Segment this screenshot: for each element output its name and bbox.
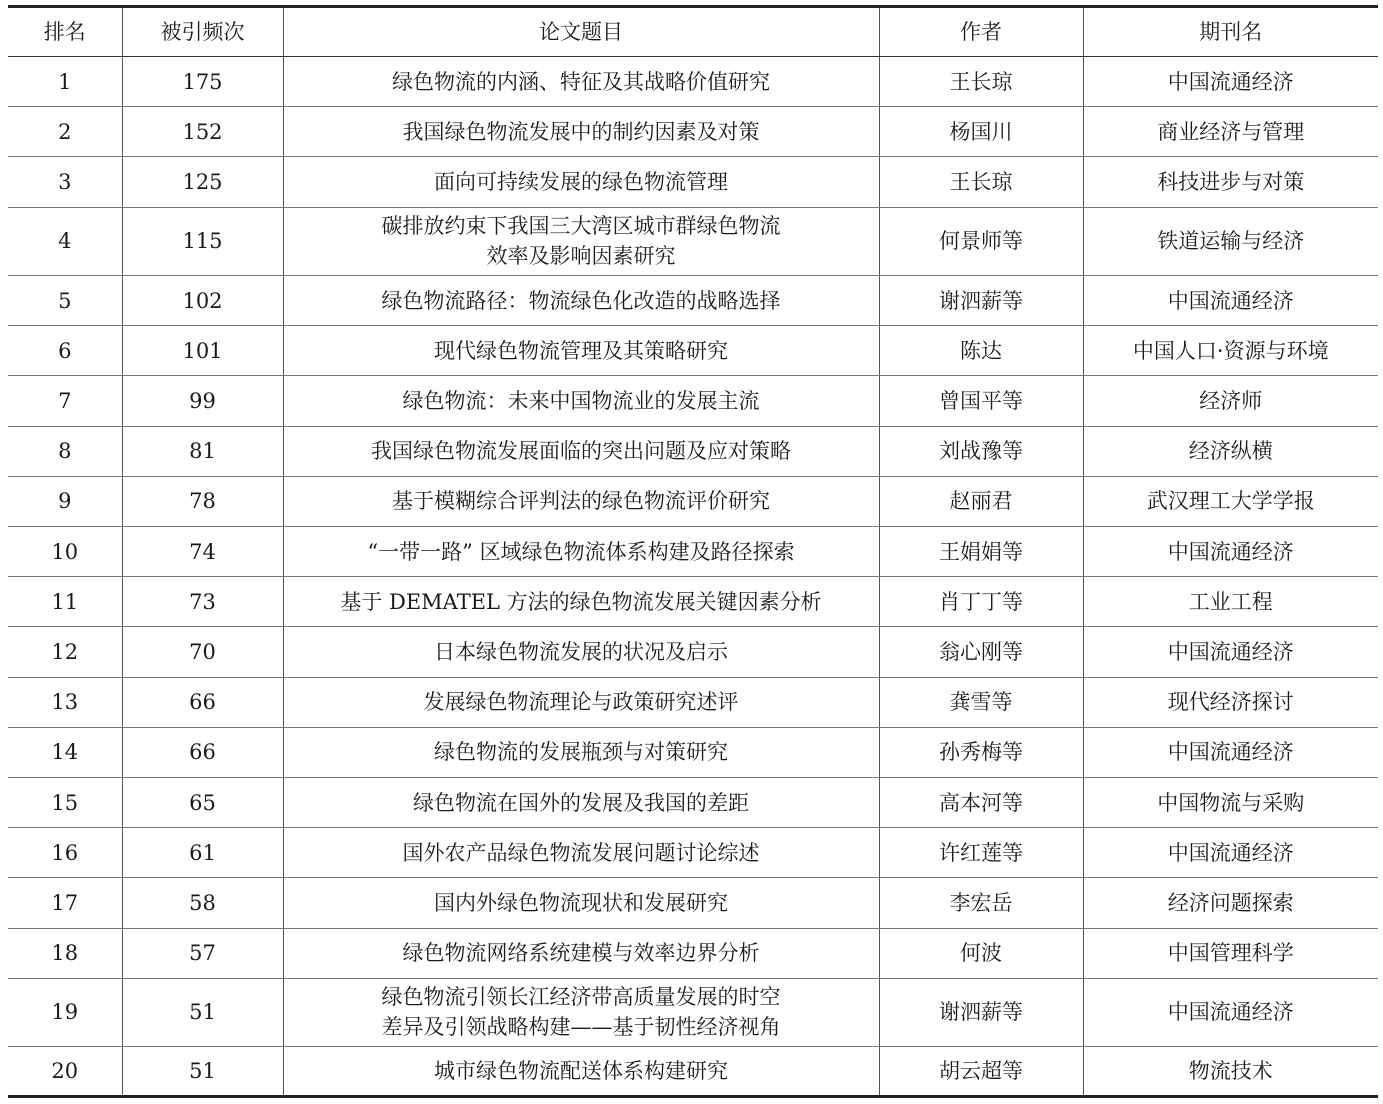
citation-count-cell: 99 xyxy=(122,376,283,426)
journal-cell: 武汉理工大学学报 xyxy=(1083,476,1378,526)
table-row xyxy=(8,627,1378,677)
journal-cell: 中国管理科学 xyxy=(1083,928,1378,978)
citation-ranking-table xyxy=(8,5,1378,1098)
citation-count-cell: 61 xyxy=(122,828,283,878)
rank-cell: 16 xyxy=(8,828,122,878)
rank-cell: 8 xyxy=(8,426,122,476)
citation-count-cell: 65 xyxy=(122,777,283,827)
paper-title-cell xyxy=(283,376,879,426)
rank-cell: 19 xyxy=(8,978,122,1047)
table-row xyxy=(8,677,1378,727)
paper-title-line: 绿色物流网络系统建模与效率边界分析 xyxy=(402,941,760,966)
citation-count-cell: 78 xyxy=(122,476,283,526)
citation-count-cell: 57 xyxy=(122,928,283,978)
journal-cell: 中国流通经济 xyxy=(1083,828,1378,878)
paper-title-line: 绿色物流路径：物流绿色化改造的战略选择 xyxy=(381,288,781,313)
citation-count-cell: 115 xyxy=(122,207,283,276)
citation-count-cell: 74 xyxy=(122,527,283,577)
journal-cell: 现代经济探讨 xyxy=(1083,677,1378,727)
journal-cell: 科技进步与对策 xyxy=(1083,157,1378,207)
citation-count-cell: 101 xyxy=(122,326,283,376)
paper-title-cell xyxy=(283,276,879,326)
author-cell: 肖丁丁等 xyxy=(879,577,1083,627)
paper-title-cell xyxy=(283,426,879,476)
rank-cell: 5 xyxy=(8,276,122,326)
journal-cell: 工业工程 xyxy=(1083,577,1378,627)
table-header-row xyxy=(8,7,1378,57)
rank-cell: 11 xyxy=(8,577,122,627)
author-cell: 谢泗薪等 xyxy=(879,978,1083,1047)
journal-cell: 中国流通经济 xyxy=(1083,276,1378,326)
table-body xyxy=(8,57,1378,1097)
paper-title-cell xyxy=(283,1047,879,1097)
author-cell: 高本河等 xyxy=(879,777,1083,827)
rank-cell: 10 xyxy=(8,527,122,577)
paper-title-line: 绿色物流的发展瓶颈与对策研究 xyxy=(434,740,728,765)
paper-title-line: 差异及引领战略构建——基于韧性经济视角 xyxy=(381,1015,781,1040)
citation-count-cell: 73 xyxy=(122,577,283,627)
table-row xyxy=(8,157,1378,207)
table-row xyxy=(8,426,1378,476)
table-row xyxy=(8,207,1378,276)
paper-title-cell xyxy=(283,677,879,727)
journal-cell: 中国流通经济 xyxy=(1083,978,1378,1047)
paper-title-cell xyxy=(283,777,879,827)
paper-title-line: 发展绿色物流理论与政策研究述评 xyxy=(423,690,739,715)
table-row xyxy=(8,276,1378,326)
paper-title-cell xyxy=(283,978,879,1047)
author-cell: 王长琼 xyxy=(879,57,1083,107)
paper-title-cell xyxy=(283,107,879,157)
table-row xyxy=(8,476,1378,526)
paper-title-cell xyxy=(283,527,879,577)
table-row xyxy=(8,777,1378,827)
table-row xyxy=(8,1047,1378,1097)
rank-cell: 15 xyxy=(8,777,122,827)
author-cell: 龚雪等 xyxy=(879,677,1083,727)
paper-title-line: 城市绿色物流配送体系构建研究 xyxy=(434,1059,728,1084)
table-row xyxy=(8,978,1378,1047)
paper-title-line: 基于模糊综合评判法的绿色物流评价研究 xyxy=(392,489,770,514)
journal-cell: 中国人口·资源与环境 xyxy=(1083,326,1378,376)
journal-cell: 经济问题探索 xyxy=(1083,878,1378,928)
citation-count-cell: 66 xyxy=(122,677,283,727)
header-journal: 期刊名 xyxy=(1083,7,1378,57)
journal-cell: 中国流通经济 xyxy=(1083,627,1378,677)
table-row xyxy=(8,527,1378,577)
paper-title-cell xyxy=(283,577,879,627)
table-row xyxy=(8,577,1378,627)
paper-title-line: 效率及影响因素研究 xyxy=(486,244,676,269)
rank-cell: 18 xyxy=(8,928,122,978)
journal-cell: 商业经济与管理 xyxy=(1083,107,1378,157)
paper-title-line: 国内外绿色物流现状和发展研究 xyxy=(434,890,728,915)
table-row xyxy=(8,878,1378,928)
paper-title-cell xyxy=(283,828,879,878)
paper-title-cell xyxy=(283,157,879,207)
rank-cell: 17 xyxy=(8,878,122,928)
citation-count-cell: 51 xyxy=(122,978,283,1047)
paper-title-cell xyxy=(283,326,879,376)
rank-cell: 12 xyxy=(8,627,122,677)
citation-count-cell: 152 xyxy=(122,107,283,157)
paper-title-line: 碳排放约束下我国三大湾区城市群绿色物流 xyxy=(381,214,781,239)
paper-title-line: “一带一路” 区域绿色物流体系构建及路径探索 xyxy=(367,539,795,564)
table-row xyxy=(8,57,1378,107)
author-cell: 谢泗薪等 xyxy=(879,276,1083,326)
citation-count-cell: 70 xyxy=(122,627,283,677)
rank-cell: 4 xyxy=(8,207,122,276)
rank-cell: 1 xyxy=(8,57,122,107)
citation-count-cell: 58 xyxy=(122,878,283,928)
rank-cell: 6 xyxy=(8,326,122,376)
rank-cell: 14 xyxy=(8,727,122,777)
citation-count-cell: 51 xyxy=(122,1047,283,1097)
paper-title-line: 日本绿色物流发展的状况及启示 xyxy=(434,639,728,664)
author-cell: 王娟娟等 xyxy=(879,527,1083,577)
paper-title-cell xyxy=(283,476,879,526)
journal-cell: 物流技术 xyxy=(1083,1047,1378,1097)
author-cell: 曾国平等 xyxy=(879,376,1083,426)
journal-cell: 中国物流与采购 xyxy=(1083,777,1378,827)
paper-title-cell xyxy=(283,627,879,677)
paper-title-line: 我国绿色物流发展面临的突出问题及应对策略 xyxy=(371,439,791,464)
rank-cell: 2 xyxy=(8,107,122,157)
paper-title-line: 国外农产品绿色物流发展问题讨论综述 xyxy=(402,840,760,865)
table-row xyxy=(8,928,1378,978)
author-cell: 翁心刚等 xyxy=(879,627,1083,677)
header-paper-title: 论文题目 xyxy=(283,7,879,57)
header-author: 作者 xyxy=(879,7,1083,57)
paper-title-cell xyxy=(283,57,879,107)
paper-title-cell xyxy=(283,928,879,978)
paper-title-line: 绿色物流在国外的发展及我国的差距 xyxy=(413,790,749,815)
rank-cell: 13 xyxy=(8,677,122,727)
paper-title-line: 绿色物流的内涵、特征及其战略价值研究 xyxy=(392,69,770,94)
citation-count-cell: 81 xyxy=(122,426,283,476)
paper-title-line: 基于 DEMATEL 方法的绿色物流发展关键因素分析 xyxy=(340,589,822,614)
author-cell: 陈达 xyxy=(879,326,1083,376)
journal-cell: 中国流通经济 xyxy=(1083,57,1378,107)
table-row xyxy=(8,326,1378,376)
rank-cell: 7 xyxy=(8,376,122,426)
author-cell: 何波 xyxy=(879,928,1083,978)
author-cell: 杨国川 xyxy=(879,107,1083,157)
paper-title-cell xyxy=(283,207,879,276)
journal-cell: 铁道运输与经济 xyxy=(1083,207,1378,276)
journal-cell: 中国流通经济 xyxy=(1083,527,1378,577)
author-cell: 胡云超等 xyxy=(879,1047,1083,1097)
paper-title-line: 面向可持续发展的绿色物流管理 xyxy=(434,169,728,194)
author-cell: 李宏岳 xyxy=(879,878,1083,928)
citation-count-cell: 125 xyxy=(122,157,283,207)
author-cell: 王长琼 xyxy=(879,157,1083,207)
paper-title-line: 我国绿色物流发展中的制约因素及对策 xyxy=(402,119,760,144)
journal-cell: 经济纵横 xyxy=(1083,426,1378,476)
journal-cell: 中国流通经济 xyxy=(1083,727,1378,777)
table-row xyxy=(8,107,1378,157)
table-row xyxy=(8,828,1378,878)
author-cell: 赵丽君 xyxy=(879,476,1083,526)
author-cell: 何景师等 xyxy=(879,207,1083,276)
rank-cell: 9 xyxy=(8,476,122,526)
table-row xyxy=(8,727,1378,777)
citation-count-cell: 66 xyxy=(122,727,283,777)
paper-title-line: 绿色物流引领长江经济带高质量发展的时空 xyxy=(381,985,781,1010)
paper-title-cell xyxy=(283,727,879,777)
rank-cell: 3 xyxy=(8,157,122,207)
table-row xyxy=(8,376,1378,426)
paper-title-cell xyxy=(283,878,879,928)
journal-cell: 经济师 xyxy=(1083,376,1378,426)
paper-title-line: 现代绿色物流管理及其策略研究 xyxy=(434,338,728,363)
citation-count-cell: 175 xyxy=(122,57,283,107)
author-cell: 孙秀梅等 xyxy=(879,727,1083,777)
citation-table-container xyxy=(8,5,1378,1098)
header-rank: 排名 xyxy=(8,7,122,57)
author-cell: 刘战豫等 xyxy=(879,426,1083,476)
rank-cell: 20 xyxy=(8,1047,122,1097)
citation-count-cell: 102 xyxy=(122,276,283,326)
header-citations: 被引频次 xyxy=(122,7,283,57)
paper-title-line: 绿色物流：未来中国物流业的发展主流 xyxy=(402,389,760,414)
author-cell: 许红莲等 xyxy=(879,828,1083,878)
